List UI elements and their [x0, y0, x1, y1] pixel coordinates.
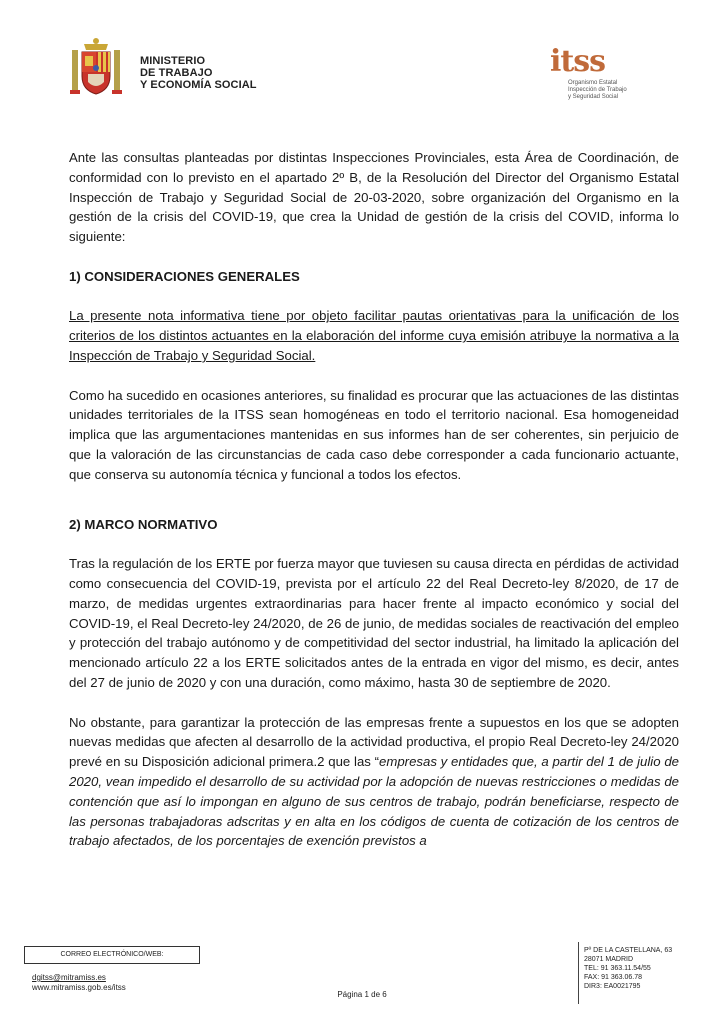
page-footer	[0, 940, 724, 1024]
address-line: 28071 MADRID	[584, 956, 634, 963]
section-1-paragraph-2: Como ha sucedido en ocasiones anteriores, su finalidad es procurar que las actuaciones de las distintas unidades territoriales de la ITSS sean homogéneas en todo el territorio nacional. Esa homogeneidad implica que las argumentaciones mantenidas en sus informes han de ser coherentes, sin perjuicio de que la valoración de las circunstancias de cada caso debe corresponder a cada funcionario actuante, que conserva su autonomía técnica y funcional a todos los efectos.	[69, 387, 679, 482]
quoted-italic-text: empresas y entidades que, a partir del 1 de julio de 2020, vean impedido el desarrollo de su actividad por la adopción de nuevas restricciones o medidas de contención que así lo impongan en alguno de sus centros de trabajo, podrán beneficiarse, respecto de las personas trabajadoras adscritas y en alta en los códigos de cuenta de cotización de los centros de trabajo afectados, de los porcentajes de exención previstos a	[69, 754, 679, 849]
itss-line-2: Inspección de Trabajo	[568, 87, 627, 93]
address-line: TEL: 91 363.11.54/55	[584, 965, 651, 972]
address-line: FAX: 91 363.06.78	[584, 974, 642, 981]
section-1-heading: 1) CONSIDERACIONES GENERALES	[69, 268, 300, 284]
ministry-line-3: Y ECONOMÍA SOCIAL	[140, 79, 257, 91]
section-1-paragraph-1: La presente nota informativa tiene por objeto facilitar pautas orientativas para la unificación de los criterios de los distintos actuantes en la elaboración del informe cuya emisión atribuye la normativa a la Inspección de Trabajo y Seguridad Social.	[69, 308, 679, 363]
ministry-name	[140, 55, 257, 91]
para-plain-text: No obstante, para garantizar la protección de las empresas frente a supuestos en los que se adopten nuevas medidas que afecten al desarrollo de la actividad productiva, el propio Real Decreto-ley 24/2020 prevé en su Disposición adicional primera.2 que las “	[69, 714, 679, 770]
section-2-paragraph-2	[69, 713, 679, 852]
ministry-line-1: MINISTERIO	[140, 55, 206, 67]
letterhead	[0, 0, 724, 120]
intro-paragraph: Ante las consultas planteadas por distintas Inspecciones Provinciales, esta Área de Coordinación, de conformidad con lo previsto en el apartado 2º B, de la Resolución del Director del Organismo Estatal Inspección de Trabajo y Seguridad Social de 20-03-2020, sobre organización del Organismo en la gestión de la crisis del COVID-19, que crea la Unidad de gestión de la crisis del COVID, informa lo siguiente:	[69, 150, 679, 245]
address-line: Pº DE LA CASTELLANA, 63	[584, 947, 673, 954]
address-divider	[578, 942, 579, 1004]
itss-logo-mark: itss	[550, 44, 606, 79]
itss-logo-text	[568, 80, 627, 101]
email-link[interactable]: dgitss@mitramiss.es	[32, 973, 106, 982]
document-body	[69, 148, 679, 851]
mail-label-box: CORREO ELECTRÓNICO/WEB:	[24, 946, 200, 964]
section-2-heading: 2) MARCO NORMATIVO	[69, 516, 218, 532]
web-link[interactable]: www.mitramiss.gob.es/itss	[32, 983, 126, 992]
address-line: DIR3: EA0021795	[584, 983, 641, 990]
itss-logo	[550, 44, 660, 114]
ministry-line-2: DE TRABAJO	[140, 67, 213, 79]
postal-address	[584, 946, 672, 991]
itss-line-1: Organismo Estatal	[568, 80, 618, 86]
page-number: Página 1 de 6	[337, 990, 387, 999]
section-2-paragraph-1: Tras la regulación de los ERTE por fuerza mayor que tuviesen su causa directa en pérdidas de actividad como consecuencia del COVID-19, prevista por el artículo 22 del Real Decreto-ley 8/2020, de 17 de marzo, de medidas urgentes extraordinarias para hacer frente al impacto económico y social del COVID-19, el Real Decreto-ley 24/2020, de 26 de junio, de medidas sociales de reactivación del empleo y protección del trabajo autónomo y de competitividad del sector industrial, ha limitado la aplicación del mencionado artículo 22 a los ERTE solicitados antes de la entrada en vigor del mismo, es decir, antes del 27 de junio de 2020 y con una duración, como máximo, hasta 30 de septiembre de 2020.	[69, 556, 679, 690]
spain-coat-of-arms-icon	[66, 36, 126, 100]
itss-line-3: y Seguridad Social	[568, 94, 619, 100]
